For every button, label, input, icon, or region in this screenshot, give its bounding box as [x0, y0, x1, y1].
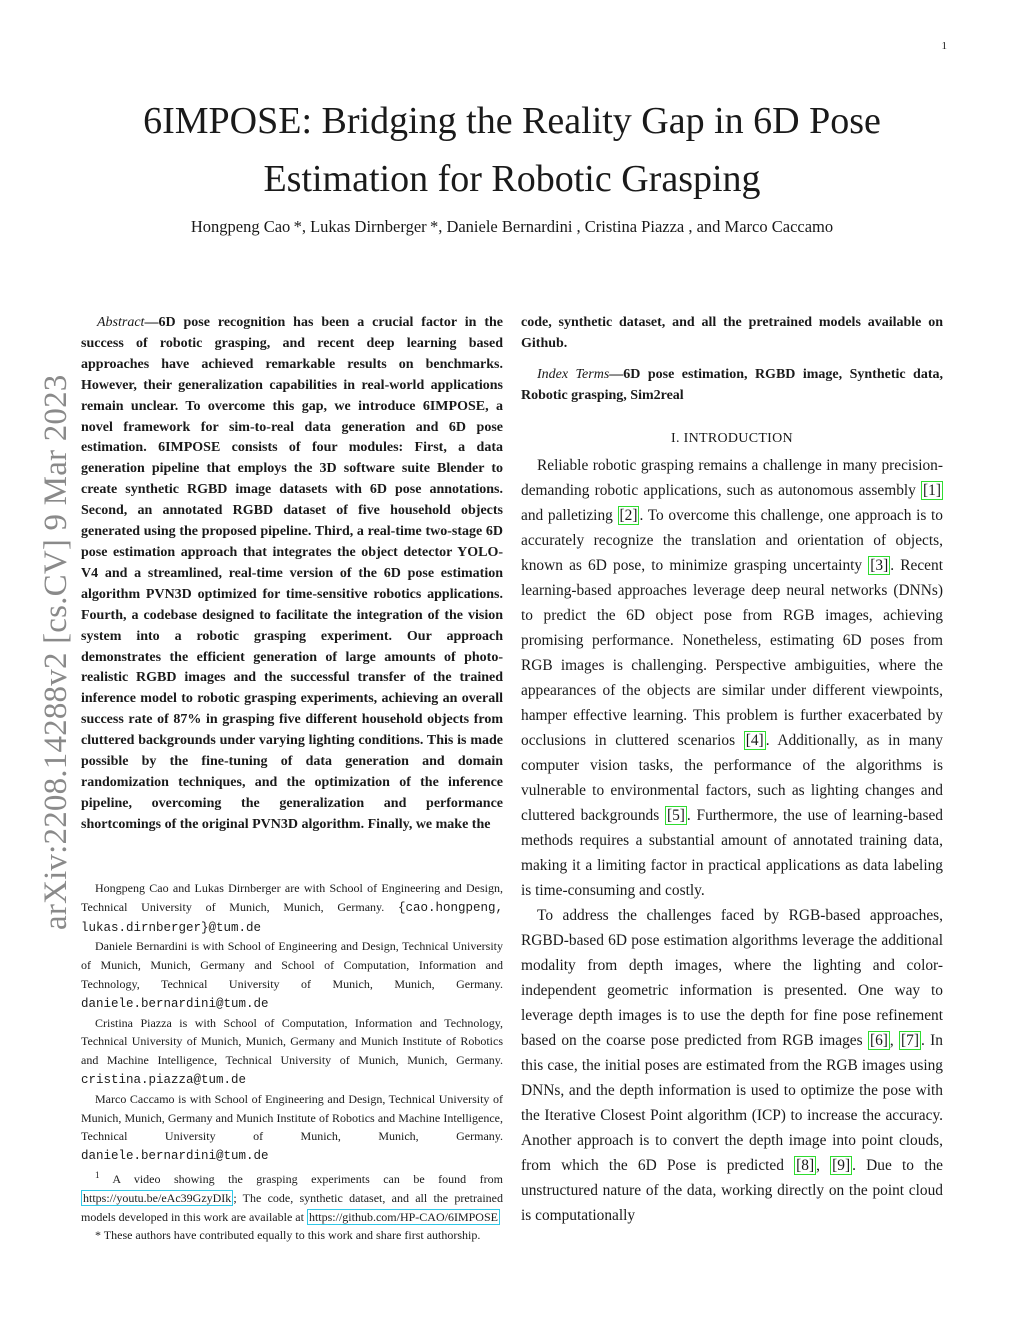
citation-link[interactable]: [3] — [870, 556, 889, 574]
title-line-1: 6IMPOSE: Bridging the Reality Gap in 6D Pose — [143, 100, 881, 142]
citation-link[interactable]: [8] — [796, 1156, 815, 1174]
abstract-label: Abstract — [97, 315, 145, 330]
author-list: Hongpeng Cao *, Lukas Dirnberger *, Daniele Bernardini , Cristina Piazza , and Marco Caccamo — [190, 217, 834, 236]
title-line-2: Estimation for Robotic Grasping — [263, 158, 761, 200]
section-heading-introduction: I. INTRODUCTION — [671, 430, 793, 446]
intro-paragraph-1: Reliable robotic grasping remains a challenge in many precision-demanding robotic applications, such as autonomous assembly [1] and palletizing [2] . To overcome this challenge, one approach is to accurately recognize the translation and orientation of objects, known as 6D pose, to minimize grasping uncertainty [3] . Recent learning-based approaches leverage deep neural networks (DNNs) to predict the 6D object pose from RGB images, achieving promising performance. Nonetheless, estimating 6D poses from RGB images is challenging. Perspective ambiguities, where the appearances of the objects are similar under different viewpoints, hamper effective learning. This problem is further exacerbated by occlusions in cluttered scenarios [4] . Additionally, as in many computer vision tasks, the performance of the algorithms is vulnerable to environmental factors, such as lighting changes and cluttered backgrounds [5] . Furthermore, the use of learning-based methods requires a substantial amount of annotated training data, making it a limiting factor in practical applications as data labeling is time-consuming and costly. — [521, 456, 943, 899]
right-column — [521, 313, 943, 1228]
footnote-affiliation-2: Daniele Bernardini is with School of Engineering and Design, Technical University of Munich, Munich, Germany and School of Computation, Information and Technology, Technical University of Munich, Munich, Germany. daniele.bernardini@tum.de — [81, 939, 503, 1011]
left-column — [81, 313, 503, 836]
footnote-video-code: $^1$ A video showing the grasping experiments can be found from https://youtu.be/eAc39GzyDIk ; The code, synthetic dataset, and all the pretrained models developed in this work are available at https://github.com/HP-CAO/6IMPOSE — [81, 1169, 503, 1224]
index-terms — [521, 365, 943, 407]
email-address: {cao.hongpeng, lukas.dirnberger}@tum.de — [81, 900, 503, 935]
citation-link[interactable]: [7] — [901, 1031, 919, 1049]
email-address: daniele.bernardini@tum.de — [81, 996, 269, 1011]
citation-link[interactable]: [2] — [619, 506, 638, 524]
citation-link[interactable]: [5] — [666, 806, 685, 824]
arxiv-identifier-text: arXiv:2208.14288v2 [cs.CV] 9 Mar 2023 — [38, 374, 74, 930]
citation-link[interactable]: [6] — [869, 1031, 888, 1049]
footnote-equal-contribution: * These authors have contributed equally to this work and share first authorship. — [95, 1228, 481, 1243]
email-address: daniele.bernardini@tum.de — [81, 1149, 269, 1164]
abstract-continuation: code, synthetic dataset, and all the pretrained models available on Github. — [521, 315, 943, 351]
footnotes — [81, 879, 503, 1245]
video-link[interactable]: https://youtu.be/eAc39GzyDIk — [83, 1190, 232, 1205]
section-numeral: I. — [671, 430, 680, 446]
github-link[interactable]: https://github.com/HP-CAO/6IMPOSE — [308, 1209, 498, 1224]
index-terms-text: —6D pose estimation, RGBD image, Synthetic data, Robotic grasping, Sim2real — [521, 366, 944, 403]
footnote-affiliation-4: Marco Caccamo is with School of Engineering and Design, Technical University of Munich, Munich, Germany and Munich Institute of Robotics and Machine Intelligence, Technical University of Munich, Munich, Germany. daniele.bernardini@tum.de — [81, 1091, 503, 1164]
index-terms-label: Index Terms — [537, 366, 610, 382]
email-address: cristina.piazza@tum.de — [81, 1072, 247, 1087]
section-title: NTRODUCTION — [688, 430, 793, 446]
intro-paragraph-2: To address the challenges faced by RGB-based approaches, RGBD-based 6D pose estimation algorithms leverage the additional modality from depth images, where the lighting and color-independent geometric information is presented. One way to leverage depth images is to use the depth for fine pose refinement based on the coarse pose predicted from RGB images [6] , [7] . In this case, the initial poses are estimated from the RGB images using DNNs, and the depth information is used to optimize the pose with the Iterative Closest Point algorithm (ICP) to increase the accuracy. Another approach is to convert the depth image into point clouds, from which the 6D Pose is predicted [8] , [9] . Due to the unstructured nature of the data, working directly on the point cloud is computationally — [521, 906, 943, 1224]
abstract — [81, 313, 503, 836]
citation-link[interactable]: [4] — [745, 731, 764, 749]
abstract-text: —6D pose recognition has been a crucial factor in the success of robotic grasping, and recent deep learning based approaches have achieved remarkable results on benchmarks. However, their generalization capabilities in real-world applications remain unclear. To overcome this gap, we introduce 6IMPOSE, a novel framework for sim-to-real data generation and 6D pose estimation. 6IMPOSE consists of four modules: First, a data generation pipeline that employs the 3D software suite Blender to create synthetic RGBD image datasets with 6D pose annotations. Second, an annotated RGBD dataset of five household objects generated using the proposed pipeline. Third, a real-time two-stage 6D pose estimation approach that integrates the object detector YOLO-V4 and a streamlined, real-time version of the 6D pose estimation algorithm PVN3D optimized for time-sensitive robotics applications. Fourth, a codebase designed to facilitate the integration of the vision system into a robotic grasping experiment. Our approach demonstrates the efficient generation of large amounts of photo-realistic RGBD images and the successful transfer of the trained inference model to robotic grasping experiments, achieving an overall success rate of 87% in grasping five different household objects from cluttered backgrounds under varying lighting conditions. This is made possible by the fine-tuning of data generation and domain randomization techniques, and the optimization of the inference pipeline, overcoming the generalization and performance shortcomings of the original PVN3D algorithm. Finally, we make the — [81, 315, 503, 832]
citation-link[interactable]: [9] — [832, 1156, 851, 1174]
citation-link[interactable]: [1] — [923, 481, 941, 499]
footnote-affiliation-3: Cristina Piazza is with School of Computation, Information and Technology, Technical University of Munich, Munich, Germany and Munich Institute of Robotics and Machine Intelligence, Technical University of Munich, Munich, Germany. cristina.piazza@tum.de — [81, 1015, 503, 1087]
footnote-marker: 1 — [95, 1169, 100, 1180]
paper-title — [80, 92, 944, 208]
page-number: 1 — [941, 40, 947, 52]
footnote-affiliation-1: Hongpeng Cao and Lukas Dirnberger are with School of Engineering and Design, Technical University of Munich, Munich, Germany. {cao.hongpeng, lukas.dirnberger}@tum.de — [81, 881, 503, 935]
